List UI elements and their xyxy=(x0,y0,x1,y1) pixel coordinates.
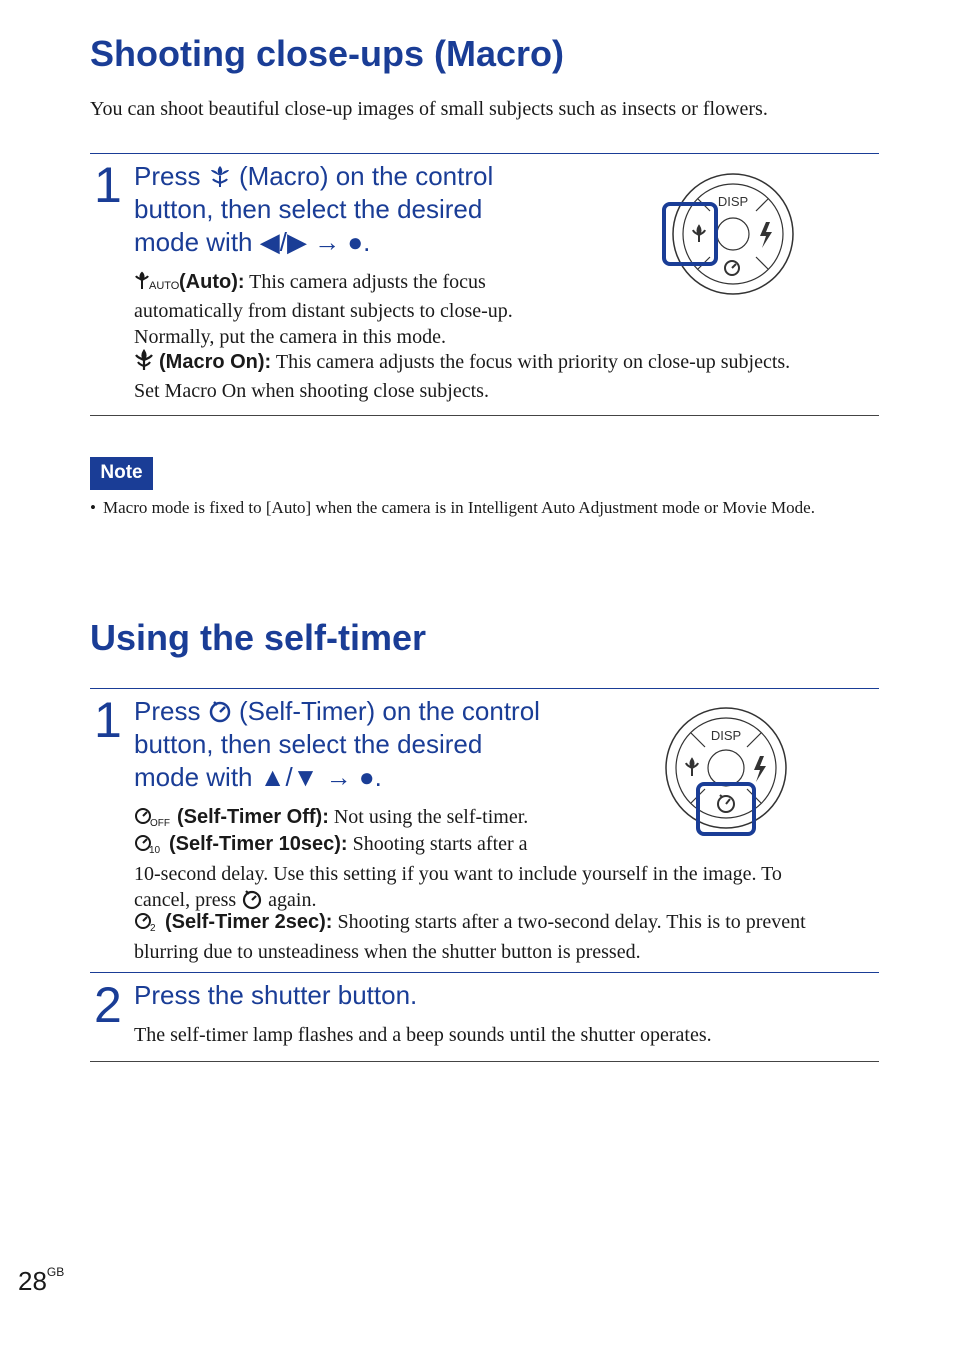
timer-heading: Using the self-timer xyxy=(90,617,427,658)
timer-disp-label: DISP xyxy=(710,728,742,743)
timer-10sec-text2: 10-second delay. Use this setting if you want to include yourself in the image. To xyxy=(134,863,782,885)
macro-on-text1: This camera adjusts the focus with priority on close-up subjects. xyxy=(275,351,791,373)
timer-step-line2: button, then select the desired xyxy=(134,729,483,759)
macro-step1-top-rule xyxy=(90,153,879,154)
macro-auto-icon xyxy=(134,271,180,298)
timer-step2-title: Press the shutter button. xyxy=(134,980,418,1010)
macro-auto-text3: Normally, put the camera in this mode. xyxy=(134,326,446,348)
timer-10sec-desc xyxy=(134,831,879,913)
macro-intro: You can shoot beautiful close-up images of small subjects such as insects or flowers. xyxy=(90,98,768,120)
timer-step2-number: 2 xyxy=(94,977,122,1033)
svg-text:AUTO: AUTO xyxy=(149,280,180,292)
note-body: Macro mode is fixed to [Auto] when the camera is in Intelligent Auto Adjustment mode or Movie Mode. xyxy=(103,498,815,517)
timer-off-desc xyxy=(134,804,634,834)
macro-auto-text1: This camera adjusts the focus xyxy=(249,271,486,293)
timer-step2-text: The self-timer lamp flashes and a beep sounds until the shutter operates. xyxy=(134,1024,712,1046)
note-bullet: • xyxy=(90,498,96,517)
timer-2sec-text2: blurring due to unsteadiness when the shutter button is pressed. xyxy=(134,941,641,963)
macro-control-button-diagram xyxy=(660,170,800,300)
timer-2sec-term: (Self-Timer 2sec): xyxy=(165,911,333,933)
macro-step1-bottom-rule xyxy=(90,415,879,416)
macro-on-desc xyxy=(134,349,879,404)
macro-auto-desc xyxy=(134,269,654,350)
macro-step-line3: mode with ◀/▶ → ●. xyxy=(134,227,371,257)
macro-auto-text2: automatically from distant subjects to close-up. xyxy=(134,300,513,322)
timer-off-term: (Self-Timer Off): xyxy=(177,806,329,828)
svg-text:10: 10 xyxy=(149,845,161,856)
page-number-suffix: GB xyxy=(46,1265,65,1279)
macro-step-line1: (Macro) on the control xyxy=(238,161,494,191)
svg-text:OFF: OFF xyxy=(150,818,170,829)
timer-step2-bottom-rule xyxy=(90,1061,879,1062)
timer-2sec-text1: Shooting starts after a two-second delay. This is to prevent xyxy=(337,911,806,933)
macro-heading: Shooting close-ups (Macro) xyxy=(90,33,565,74)
timer-off-icon xyxy=(134,805,172,834)
timer-10sec-text3-pre: cancel, press xyxy=(134,889,237,911)
macro-auto-term: (Auto): xyxy=(179,271,245,293)
timer-step-line1: (Self-Timer) on the control xyxy=(238,696,540,726)
timer-step1-title xyxy=(134,695,540,794)
note-badge: Note xyxy=(90,457,153,490)
timer-step1-top-rule xyxy=(90,688,879,689)
timer-off-text: Not using the self-timer. xyxy=(333,806,529,828)
macro-step-press: Press xyxy=(134,161,201,191)
note-text xyxy=(90,496,880,519)
timer-10sec-text1: Shooting starts after a xyxy=(352,833,528,855)
macro-step-line2: button, then select the desired xyxy=(134,194,483,224)
timer-step-line3: mode with ▲/▼ → ●. xyxy=(134,762,382,792)
timer-step-press: Press xyxy=(134,696,201,726)
macro-flower-icon xyxy=(208,163,232,189)
macro-step-title xyxy=(134,160,493,259)
self-timer-inline-icon xyxy=(241,888,263,910)
macro-on-text2: Set Macro On when shooting close subjects. xyxy=(134,380,489,402)
timer-step1-number: 1 xyxy=(94,692,122,748)
svg-text:2: 2 xyxy=(150,923,156,934)
page-number-value: 28 xyxy=(18,1266,47,1296)
timer-step2-top-rule xyxy=(90,972,879,973)
macro-on-term: (Macro On): xyxy=(159,351,272,373)
timer-10sec-text3-post: again. xyxy=(268,889,317,911)
macro-on-icon xyxy=(134,349,154,378)
timer-2sec-icon xyxy=(134,910,160,939)
macro-disp-label: DISP xyxy=(717,194,749,209)
page-number xyxy=(18,1265,64,1297)
timer-10sec-term: (Self-Timer 10sec): xyxy=(169,833,348,855)
timer-control-button-diagram xyxy=(660,704,800,844)
timer-10sec-icon xyxy=(134,832,164,861)
self-timer-icon xyxy=(208,698,232,724)
macro-step-number: 1 xyxy=(94,157,122,213)
timer-2sec-desc xyxy=(134,909,879,965)
